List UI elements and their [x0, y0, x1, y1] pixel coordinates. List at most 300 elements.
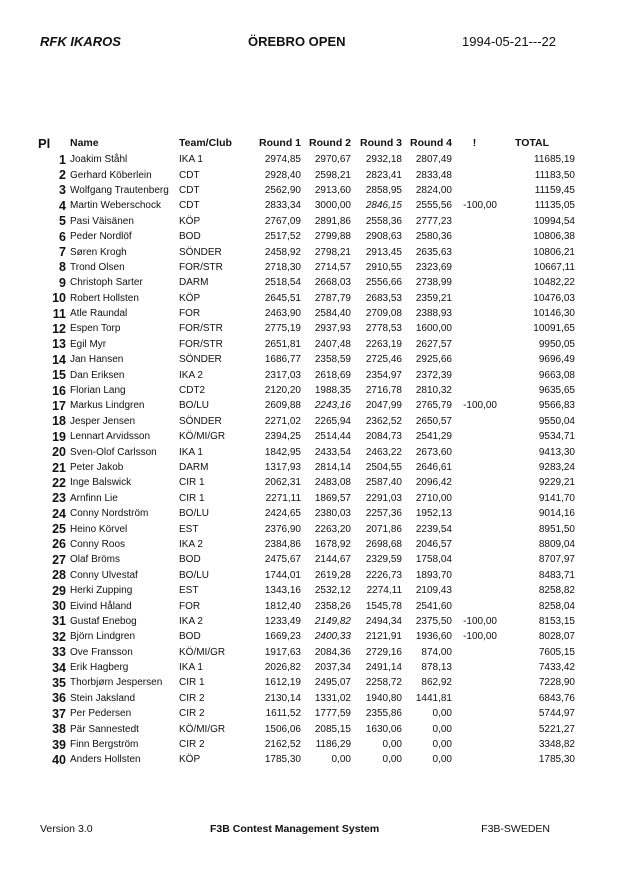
placing: 18: [52, 414, 66, 429]
round-1-score: 2458,92: [264, 246, 301, 258]
round-1-score: 1686,77: [264, 354, 301, 366]
round-1-score: 1612,19: [264, 677, 301, 689]
round-4-score: 2807,49: [415, 154, 452, 166]
round-4-score: 2096,42: [415, 477, 452, 489]
round-1-score: 2130,14: [264, 692, 301, 704]
penalty: [452, 583, 497, 598]
competitor-name: Conny Ulvestaf: [70, 569, 138, 581]
round-1-score: 2162,52: [264, 739, 301, 751]
total-score: 10146,30: [533, 308, 575, 320]
round-1-score: 1842,95: [264, 446, 301, 458]
competitor-name: Dan Eriksen: [70, 369, 125, 381]
competitor-name: Anders Hollsten: [70, 754, 141, 766]
table-row: [38, 645, 575, 660]
total-score: 11159,45: [534, 184, 575, 196]
table-row: [38, 198, 575, 213]
table-row: [38, 583, 575, 598]
total-score: 8707,97: [538, 554, 575, 566]
round-3-score: 0,00: [382, 739, 402, 751]
team-club: SÖNDER: [179, 354, 222, 366]
col-round-1: Round 1: [259, 137, 301, 149]
placing: 27: [52, 552, 66, 567]
team-club: CDT: [179, 184, 200, 196]
round-4-score: 2635,63: [415, 246, 452, 258]
placing: 11: [52, 306, 66, 321]
penalty: [452, 675, 497, 690]
team-club: BO/LU: [179, 508, 210, 520]
total-score: 10667,11: [534, 261, 575, 273]
total-score: 9635,65: [538, 385, 575, 397]
table-row: [38, 291, 575, 306]
round-2-score: 2400,33: [314, 631, 351, 643]
competitor-name: Sven-Olof Carlsson: [70, 446, 157, 458]
placing: 20: [52, 445, 66, 460]
table-row: [38, 337, 575, 352]
round-3-score: 2823,41: [365, 169, 402, 181]
penalty: [452, 229, 497, 244]
penalty: [452, 367, 497, 382]
round-2-score: 1186,29: [315, 739, 351, 751]
placing: 13: [52, 337, 66, 352]
competitor-name: Jan Hansen: [70, 354, 124, 366]
penalty: -100,00: [463, 631, 497, 643]
penalty: [452, 352, 497, 367]
table-row: [38, 598, 575, 613]
placing: 25: [52, 522, 66, 537]
team-club: DARM: [179, 277, 209, 289]
total-score: 9550,04: [538, 415, 575, 427]
round-4-score: 0,00: [432, 754, 452, 766]
team-club: EST: [179, 523, 199, 535]
round-3-score: 2910,55: [365, 261, 402, 273]
round-4-score: 2359,21: [415, 292, 452, 304]
round-4-score: 2925,66: [415, 354, 452, 366]
round-1-score: 2974,85: [264, 154, 301, 166]
placing: 30: [52, 599, 66, 614]
table-row: [38, 367, 575, 382]
placing: 28: [52, 568, 66, 583]
round-3-score: 2504,55: [365, 462, 402, 473]
total-score: 6843,76: [538, 692, 575, 704]
round-2-score: 2913,60: [314, 184, 351, 196]
round-1-score: 2475,67: [264, 554, 301, 566]
placing: 32: [52, 629, 66, 644]
placing: 10: [52, 291, 66, 306]
penalty: [452, 752, 497, 767]
table-row: [38, 244, 575, 259]
total-score: 11183,50: [534, 169, 575, 181]
competitor-name: Pär Sannestedt: [70, 723, 139, 735]
round-2-score: 1331,02: [314, 692, 351, 704]
team-club: CIR 2: [179, 692, 205, 704]
round-1-score: 2271,02: [264, 415, 301, 427]
competitor-name: Conny Roos: [70, 538, 126, 550]
table-row: [38, 537, 575, 552]
round-3-score: 2558,36: [365, 215, 402, 227]
round-2-score: 2714,57: [314, 261, 351, 273]
penalty: [452, 460, 497, 475]
round-1-score: 2463,90: [264, 308, 301, 320]
placing: 31: [52, 614, 66, 629]
version-label: Version 3.0: [40, 823, 93, 835]
placing: 5: [59, 214, 66, 229]
round-1-score: 2645,51: [264, 292, 301, 304]
competitor-name: Heino Körvel: [70, 523, 128, 535]
total-score: 7228,90: [538, 677, 575, 689]
round-3-score: 2491,14: [365, 662, 402, 674]
round-2-score: 2619,28: [314, 569, 351, 581]
total-score: 10994,54: [533, 215, 575, 227]
total-score: 3348,82: [538, 739, 575, 751]
penalty: [452, 306, 497, 321]
round-4-score: 1441,81: [415, 692, 452, 704]
round-2-score: 2433,54: [314, 446, 351, 458]
round-1-score: 2833,34: [264, 200, 301, 212]
total-score: 11685,19: [534, 154, 575, 166]
col-team: Team/Club: [179, 137, 232, 149]
penalty: [452, 291, 497, 306]
team-club: BOD: [179, 554, 201, 566]
placing: 33: [52, 645, 66, 660]
round-2-score: 2514,44: [314, 431, 351, 443]
round-1-score: 1611,52: [265, 708, 301, 720]
total-score: 8153,15: [538, 615, 575, 627]
competitor-name: Florian Lang: [70, 385, 126, 397]
round-2-score: 2799,88: [314, 231, 351, 243]
placing: 34: [52, 660, 66, 675]
placing: 15: [52, 368, 66, 383]
team-club: CDT2: [179, 385, 206, 397]
round-2-score: 2085,15: [314, 723, 351, 735]
round-1-score: 1506,06: [264, 723, 301, 735]
total-score: 9566,83: [538, 400, 575, 412]
round-4-score: 874,00: [421, 646, 452, 658]
round-3-score: 2463,22: [365, 446, 402, 458]
round-3-score: 2257,36: [365, 508, 402, 520]
competitor-name: Peder Nordlöf: [70, 231, 132, 243]
penalty: [452, 598, 497, 613]
round-2-score: 2798,21: [314, 246, 351, 258]
penalty: [452, 491, 497, 506]
round-2-score: 2358,26: [314, 600, 351, 612]
competitor-name: Markus Lindgren: [70, 400, 145, 412]
penalty: [452, 568, 497, 583]
round-1-score: 2062,31: [264, 477, 301, 489]
table-row: [38, 752, 575, 767]
competitor-name: Espen Torp: [70, 323, 121, 335]
total-score: 7433,42: [538, 662, 575, 674]
penalty: [452, 337, 497, 352]
round-1-score: 2424,65: [264, 508, 301, 520]
team-club: IKA 2: [179, 615, 203, 627]
round-4-score: 1952,13: [415, 508, 452, 520]
table-row: [38, 491, 575, 506]
round-3-score: 2778,53: [365, 323, 402, 335]
placing: 40: [52, 752, 66, 767]
round-2-score: 2891,86: [314, 215, 351, 227]
competitor-name: Christoph Sarter: [70, 277, 143, 289]
table-row: [38, 521, 575, 536]
table-row: [38, 214, 575, 229]
penalty: [452, 521, 497, 536]
round-2-score: 1869,57: [314, 492, 351, 504]
competitor-name: Peter Jakob: [70, 462, 124, 473]
round-1-score: 2775,19: [264, 323, 301, 335]
competitor-name: Atle Raundal: [70, 308, 128, 320]
total-score: 10091,65: [533, 323, 575, 335]
round-2-score: 2407,48: [314, 338, 351, 350]
competitor-name: Inge Balswick: [70, 477, 132, 489]
placing: 37: [52, 706, 66, 721]
col-round-2: Round 2: [309, 137, 351, 149]
round-3-score: 1545,78: [365, 600, 402, 612]
competitor-name: Jesper Jensen: [70, 415, 136, 427]
placing: 16: [52, 383, 66, 398]
placing: 7: [59, 245, 66, 260]
total-score: 7605,15: [538, 646, 575, 658]
total-score: 9950,05: [538, 338, 575, 350]
team-club: KÖ/MI/GR: [179, 431, 226, 443]
placing: 8: [59, 260, 66, 275]
competitor-name: Olaf Bröms: [70, 554, 121, 566]
round-1-score: 1343,16: [264, 585, 301, 597]
competitor-name: Trond Olsen: [70, 261, 125, 273]
penalty: [452, 183, 497, 198]
event-title: ÖREBRO OPEN: [248, 34, 346, 49]
total-score: 9014,16: [538, 508, 575, 520]
placing: 39: [52, 737, 66, 752]
round-1-score: 2384,86: [264, 538, 301, 550]
table-row: [38, 229, 575, 244]
table-row: [38, 167, 575, 182]
round-3-score: 2932,18: [365, 154, 402, 166]
team-club: CDT: [179, 169, 200, 181]
table-row: [38, 429, 575, 444]
team-club: SÖNDER: [179, 246, 222, 258]
penalty: [452, 275, 497, 290]
round-3-score: 2846,15: [365, 200, 402, 212]
total-score: 10476,03: [533, 292, 575, 304]
team-club: IKA 1: [179, 446, 203, 458]
round-1-score: 2394,25: [264, 431, 301, 443]
table-row: [38, 398, 575, 413]
round-2-score: 0,00: [331, 754, 351, 766]
round-4-score: 2673,60: [415, 446, 452, 458]
competitor-name: Pasi Väisänen: [70, 215, 134, 227]
round-3-score: 2354,97: [365, 369, 402, 381]
round-2-score: 2037,34: [314, 662, 351, 674]
round-2-score: 2265,94: [314, 415, 351, 427]
table-row: [38, 152, 575, 167]
round-4-score: 2239,54: [415, 523, 452, 535]
total-score: 9229,21: [538, 477, 575, 489]
total-score: 8809,04: [538, 538, 575, 550]
round-2-score: 2380,03: [314, 508, 351, 520]
round-1-score: 2562,90: [264, 184, 301, 196]
round-2-score: 2532,12: [314, 585, 351, 597]
round-2-score: 2814,14: [314, 462, 351, 473]
team-club: FOR: [179, 600, 201, 612]
placing: 3: [59, 183, 66, 198]
competitor-name: Wolfgang Trautenberg: [70, 184, 169, 196]
competitor-name: Ove Fransson: [70, 646, 133, 658]
placing: 17: [52, 398, 66, 413]
round-1-score: 2120,20: [264, 385, 301, 397]
table-row: [38, 506, 575, 521]
round-2-score: 2668,03: [314, 277, 351, 289]
round-4-score: 2627,57: [415, 338, 452, 350]
total-score: 9696,49: [538, 354, 575, 366]
round-3-score: 2709,08: [365, 308, 402, 320]
total-score: 10482,22: [533, 277, 575, 289]
round-3-score: 2362,52: [365, 415, 402, 427]
penalty: [452, 152, 497, 167]
round-4-score: 2388,93: [415, 308, 452, 320]
competitor-name: Erik Hagberg: [70, 662, 129, 674]
team-club: DARM: [179, 462, 209, 473]
round-4-score: 2777,23: [415, 215, 452, 227]
round-4-score: 0,00: [432, 723, 452, 735]
round-4-score: 2555,56: [415, 200, 452, 212]
total-score: 9663,08: [538, 369, 575, 381]
round-2-score: 2584,40: [314, 308, 351, 320]
table-row: [38, 552, 575, 567]
round-4-score: 2765,79: [415, 400, 452, 412]
team-club: CIR 2: [179, 739, 205, 751]
penalty: [452, 537, 497, 552]
round-3-score: 2908,63: [365, 231, 402, 243]
team-club: KÖP: [179, 215, 201, 227]
penalty: [452, 429, 497, 444]
competitor-name: Søren Krogh: [70, 246, 127, 258]
total-score: 8483,71: [538, 569, 575, 581]
round-1-score: 1812,40: [264, 600, 301, 612]
round-4-score: 2109,43: [415, 585, 452, 597]
round-4-score: 2372,39: [415, 369, 452, 381]
table-row: [38, 737, 575, 752]
table-row: [38, 675, 575, 690]
round-4-score: 2323,69: [415, 261, 452, 273]
table-row: [38, 660, 575, 675]
round-4-score: 2824,00: [415, 184, 452, 196]
organization-label: F3B-SWEDEN: [481, 823, 550, 835]
round-2-score: 2243,16: [314, 400, 351, 412]
table-row: [38, 614, 575, 629]
team-club: BOD: [179, 231, 201, 243]
col-name: Name: [70, 137, 99, 149]
placing: 35: [52, 675, 66, 690]
table-row: [38, 352, 575, 367]
table-row: [38, 721, 575, 736]
placing: 24: [52, 506, 66, 521]
round-2-score: 2483,08: [314, 477, 351, 489]
team-club: BO/LU: [179, 569, 210, 581]
team-club: CDT: [179, 200, 200, 212]
competitor-name: Egil Myr: [70, 338, 107, 350]
round-2-score: 2358,59: [314, 354, 351, 366]
round-3-score: 2263,19: [365, 338, 402, 350]
placing: 12: [52, 321, 66, 336]
placing: 26: [52, 537, 66, 552]
table-row: [38, 475, 575, 490]
round-1-score: 1917,63: [264, 646, 301, 658]
team-club: KÖP: [179, 754, 201, 766]
round-2-score: 1988,35: [314, 385, 351, 397]
table-row: [38, 183, 575, 198]
round-3-score: 2683,53: [365, 292, 402, 304]
team-club: EST: [179, 585, 199, 597]
competitor-name: Finn Bergström: [70, 739, 139, 751]
table-row: [38, 568, 575, 583]
penalty: [452, 721, 497, 736]
penalty: [452, 552, 497, 567]
team-club: CIR 2: [179, 708, 205, 720]
round-4-score: 2580,36: [415, 231, 452, 243]
total-score: 8258,04: [538, 600, 575, 612]
col-round-4: Round 4: [410, 137, 452, 149]
penalty: -100,00: [463, 200, 497, 212]
team-club: IKA 2: [179, 369, 203, 381]
competitor-name: Eivind Håland: [70, 600, 132, 612]
round-3-score: 2226,73: [365, 569, 402, 581]
placing: 22: [52, 475, 66, 490]
round-2-score: 1678,92: [314, 538, 351, 550]
round-3-score: 2258,72: [365, 677, 402, 689]
round-3-score: 2084,73: [365, 431, 402, 443]
round-3-score: 2587,40: [365, 477, 402, 489]
round-2-score: 2495,07: [314, 677, 351, 689]
penalty: [452, 645, 497, 660]
competitor-name: Per Pedersen: [70, 708, 132, 720]
competitor-name: Thorbjørn Jespersen: [70, 677, 163, 689]
round-3-score: 0,00: [382, 754, 402, 766]
round-4-score: 1936,60: [415, 631, 452, 643]
round-2-score: 2263,20: [314, 523, 351, 535]
team-club: BO/LU: [179, 400, 210, 412]
total-score: 9413,30: [538, 446, 575, 458]
table-row: [38, 383, 575, 398]
competitor-name: Arnfinn Lie: [70, 492, 118, 504]
round-3-score: 2913,45: [365, 246, 402, 258]
total-score: 8028,07: [538, 631, 575, 643]
penalty: [452, 214, 497, 229]
round-4-score: 2738,99: [415, 277, 452, 289]
placing: 19: [52, 429, 66, 444]
col-penalty: !: [472, 137, 477, 149]
total-score: 10806,21: [533, 246, 575, 258]
total-score: 9534,71: [538, 431, 575, 443]
team-club: IKA 1: [179, 154, 203, 166]
team-club: KÖ/MI/GR: [179, 646, 226, 658]
total-score: 11135,05: [534, 200, 575, 212]
competitor-name: Martin Weberschock: [70, 200, 161, 212]
total-score: 9283,24: [538, 462, 575, 473]
team-club: KÖ/MI/GR: [179, 723, 226, 735]
results-table: [38, 134, 575, 768]
table-row: [38, 706, 575, 721]
table-row: [38, 691, 575, 706]
table-row: [38, 275, 575, 290]
round-1-score: 2718,30: [264, 261, 301, 273]
placing: 2: [59, 168, 66, 183]
team-club: FOR: [179, 308, 201, 320]
total-score: 1785,30: [538, 754, 575, 766]
placing: 21: [52, 460, 66, 475]
table-row: [38, 460, 575, 475]
penalty: [452, 444, 497, 459]
round-4-score: 1893,70: [415, 569, 452, 581]
round-4-score: 878,13: [421, 662, 452, 674]
